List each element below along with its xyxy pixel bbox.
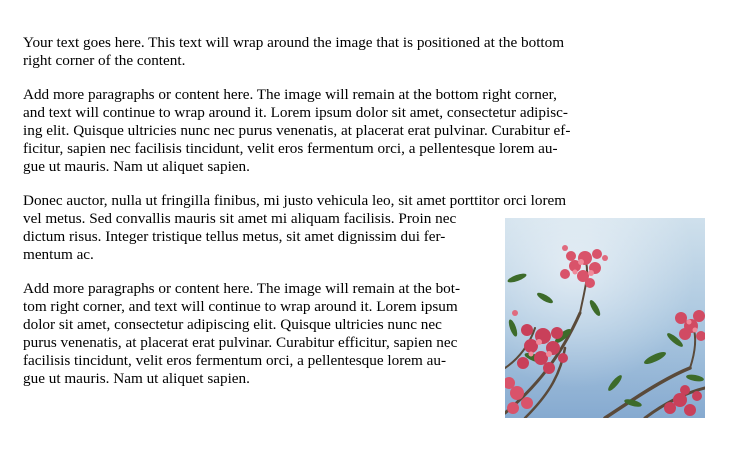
- text-line: ing elit. Quisque ultricies nunc nec purus venenatis, at placerat erat pulvinar. Curabitur ef-: [23, 122, 571, 139]
- flower-photo-graphic: [505, 218, 705, 418]
- text-line: dolor sit amet, consectetur adipiscing elit. Quisque ultricies nunc nec: [23, 316, 442, 333]
- text-line: and text will continue to wrap around it. Lorem ipsum dolor sit amet, consectetur adipisc-: [23, 104, 568, 121]
- text-line: ficitur, sapien nec facilisis tincidunt, velit eros fermentum orci, a pellentesque lorem au-: [23, 140, 558, 157]
- text-line: Add more paragraphs or content here. The image will remain at the bottom right corner,: [23, 86, 557, 103]
- flower-photo: [505, 218, 705, 418]
- paragraph-1: [23, 34, 605, 70]
- text-line: dictum risus. Integer tristique tellus metus, sit amet dignissim dui fer-: [23, 228, 446, 245]
- text-line: Donec auctor, nulla ut fringilla finibus, mi justo vehicula leo, sit amet porttitor orci lorem: [23, 192, 567, 209]
- text-line: Add more paragraphs or content here. The image will remain at the bot-: [23, 280, 461, 297]
- text-line: gue ut mauris. Nam ut aliquet sapien.: [23, 370, 250, 387]
- text-line: gue ut mauris. Nam ut aliquet sapien.: [23, 158, 250, 175]
- text-line: mentum ac.: [23, 246, 94, 263]
- paragraph-4: [23, 280, 483, 388]
- text-line: vel metus. Sed convallis mauris sit amet mi aliquam facilisis. Proin nec: [23, 210, 457, 227]
- text-line: facilisis tincidunt, velit eros fermentum orci, a pellentesque lorem au-: [23, 352, 447, 369]
- text-line: Your text goes here. This text will wrap around the image that is positioned at the bottom: [23, 34, 565, 51]
- text-line: purus venenatis, at placerat erat pulvinar. Curabitur efficitur, sapien nec: [23, 334, 458, 351]
- paragraph-2: [23, 86, 605, 176]
- text-line: right corner of the content.: [23, 52, 186, 69]
- text-line: tom right corner, and text will continue to wrap around it. Lorem ipsum: [23, 298, 458, 315]
